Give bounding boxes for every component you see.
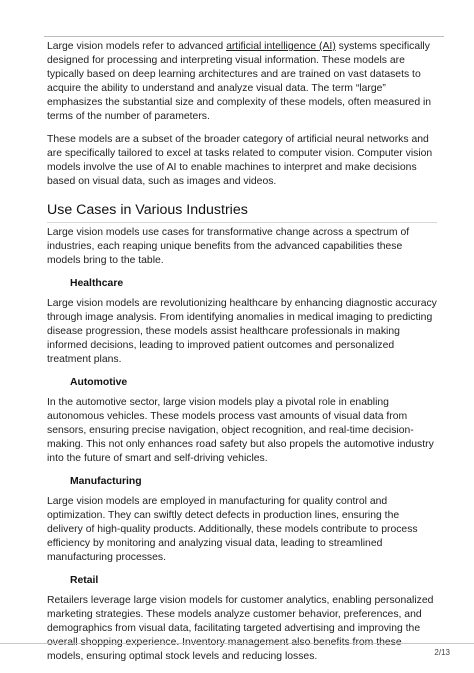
subsection-heading-automotive: Automotive (70, 377, 128, 388)
article-body (47, 40, 437, 673)
section-heading: Use Cases in Various Industries (47, 201, 437, 223)
subsection-body-healthcare: Large vision models are revolutionizing healthcare by enhancing diagnostic accuracy through image analysis. From identifying anomalies in medical imaging to predicting disease progression, these models assist healthcare professionals in making informed decisions, leading to improved patient outcomes and personalized treatment plans. (47, 298, 437, 365)
top-divider (44, 36, 444, 37)
bottom-divider (0, 643, 474, 644)
subsection-heading-healthcare: Healthcare (70, 278, 124, 289)
subsection-heading-manufacturing: Manufacturing (70, 476, 142, 487)
ai-link[interactable]: artificial intelligence (AI) (226, 41, 336, 52)
intro-text-start: Large vision models refer to advanced (47, 41, 227, 52)
intro-paragraph-2: These models are a subset of the broader category of artificial neural networks and are specifically tailored to excel at tasks related to computer vision. Computer vision models involve the use of AI to enable machines to interpret and make decisions based on visual data, such as images and videos. (47, 134, 433, 187)
subsection-body-retail: Retailers leverage large vision models for customer analytics, enabling personalized marketing strategies. These models analyze customer behavior, preferences, and demographics from visual data, facilitating targeted advertising and improving the overall shopping experience. Inventory management also benefits from these models, ensuring optimal stock levels and reducing losses. (47, 595, 434, 662)
subsection-heading-retail: Retail (70, 575, 99, 586)
subsection-body-automotive: In the automotive sector, large vision models play a pivotal role in enabling autonomous vehicles. These models process vast amounts of visual data from sensors, ensuring precise navigation, object recognition, and real-time decision-making. This not only enhances road safety but also propels the automotive industry into the future of smart and self-driving vehicles. (47, 397, 434, 464)
section-intro-paragraph: Large vision models use cases for transformative change across a spectrum of industries, each reaping unique benefits from the advanced capabilities these models bring to the table. (47, 227, 410, 266)
intro-text-end: systems specifically designed for processing and interpreting visual information. These models are typically based on deep learning architectures and are trained on vast datasets to acquire the ability to understand and analyze visual data. The term “large” emphasizes the substantial size and complexity of these models, often measured in terms of the number of parameters. (47, 41, 432, 122)
page-number: 2/13 (434, 648, 450, 657)
intro-paragraph-1 (47, 40, 437, 124)
subsection-body-manufacturing: Large vision models are employed in manufacturing for quality control and optimization. They can swiftly detect defects in production lines, ensuring the delivery of high-quality products. Additionally, these models contribute to process efficiency by monitoring and analyzing visual data, leading to streamlined manufacturing processes. (47, 496, 418, 563)
